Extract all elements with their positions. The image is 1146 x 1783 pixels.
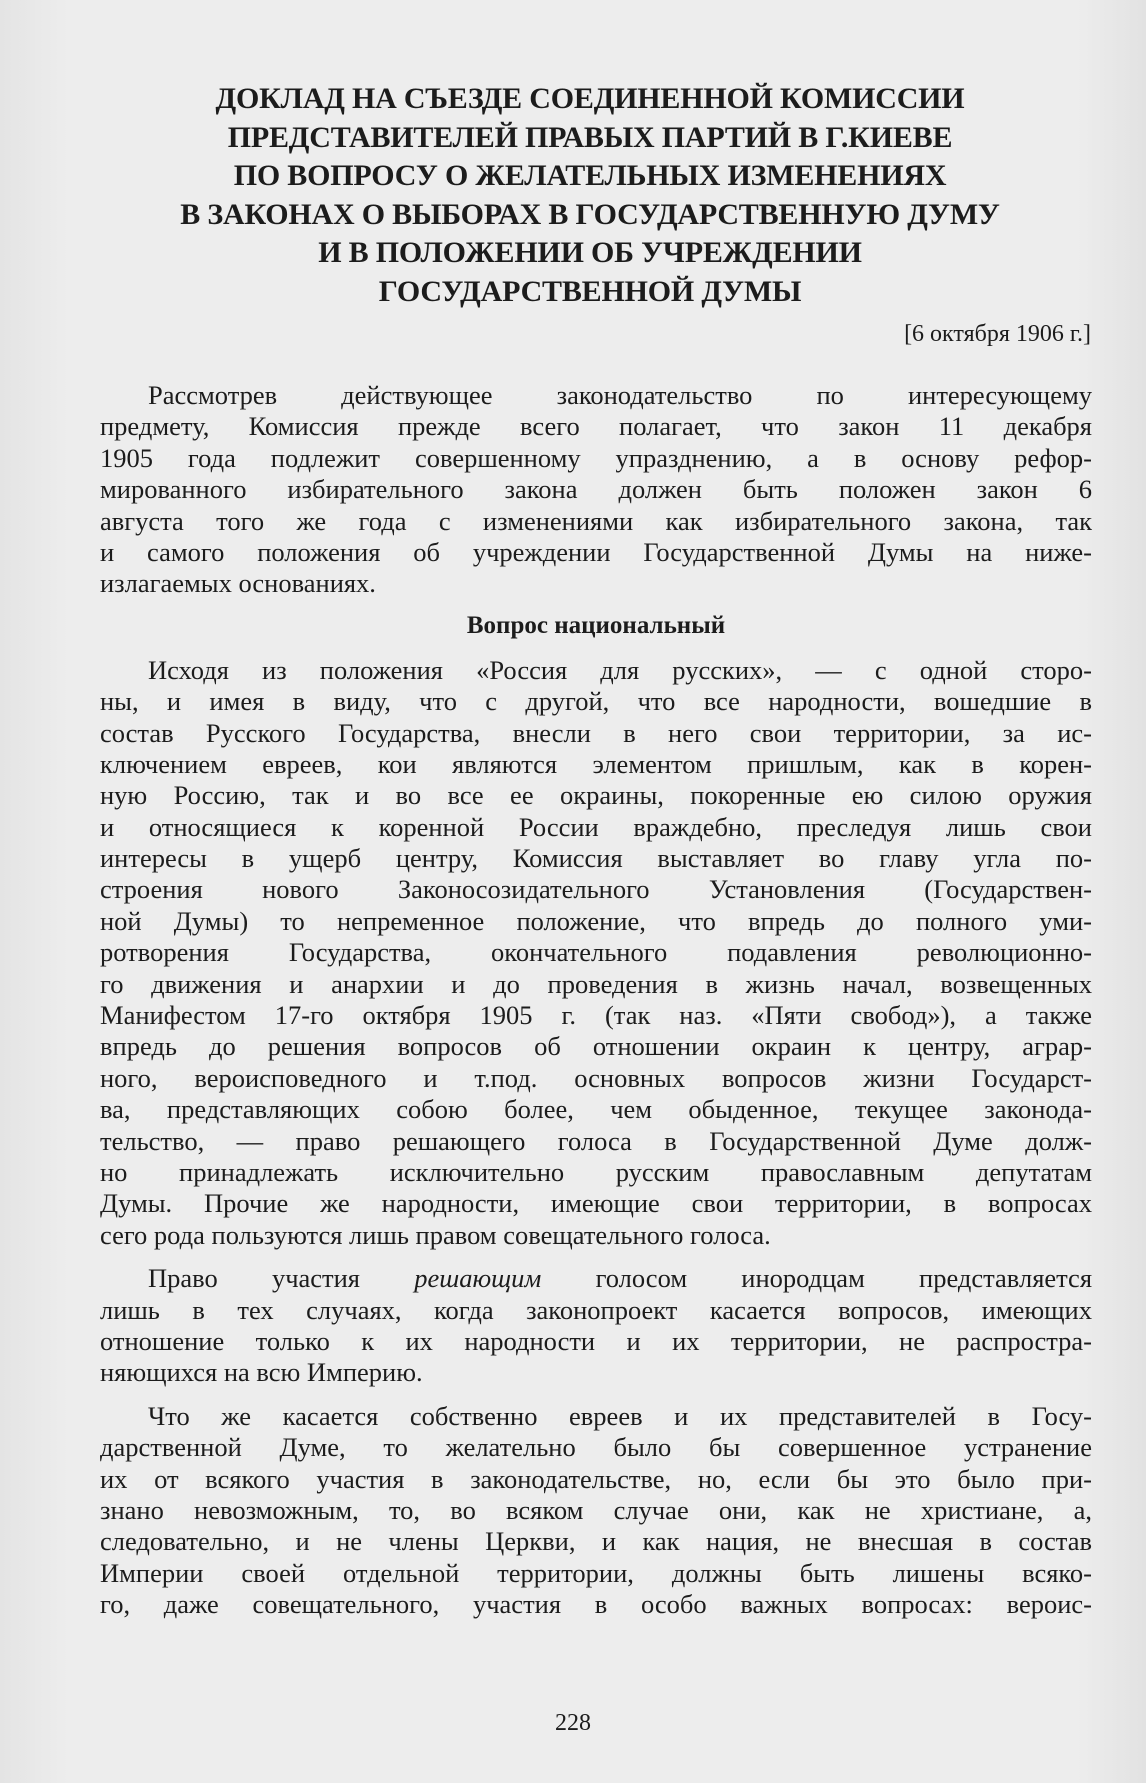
title-line: И В ПОЛОЖЕНИИ ОБ УЧРЕЖДЕНИИ bbox=[318, 236, 862, 269]
text-line: лишь в тех случаях, когда законопроект касается вопросов, имеющих bbox=[100, 1294, 1092, 1325]
title-line: ГОСУДАРСТВЕННОЙ ДУМЫ bbox=[378, 274, 802, 308]
text-line: сего рода пользуются лишь правом совещательного голоса. bbox=[100, 1219, 771, 1250]
text-fragment: голосом инородцам представляется bbox=[595, 1263, 1093, 1294]
text-line: ротворения Государства, окончательного подавления революционно- bbox=[100, 937, 1092, 968]
title-line: ДОКЛАД НА СЪЕЗДЕ СОЕДИНЕННОЙ КОМИССИИ bbox=[215, 82, 965, 115]
text-line: Империи своей отдельной территории, должны быть лишены всяко- bbox=[100, 1557, 1092, 1588]
text-line: го движения и анархии и до проведения в жизнь начал, возвещенных bbox=[100, 968, 1092, 999]
text-line: 1905 года подлежит совершенному упразднению, а в основу рефор- bbox=[100, 442, 1092, 473]
paragraph-national-question bbox=[100, 655, 1092, 1251]
text-line: состав Русского Государства, внесли в него свои территории, за ис- bbox=[100, 717, 1092, 748]
text-line: ную Россию, так и во все ее окраины, покоренные ею силою оружия bbox=[100, 780, 1092, 811]
text-line: тельство, — право решающего голоса в Государственной Думе долж- bbox=[100, 1125, 1092, 1156]
page-number: 228 bbox=[555, 1710, 591, 1736]
text-line: но принадлежать исключительно русским православным депутатам bbox=[100, 1156, 1092, 1187]
text-line: Исходя из положения «Россия для русских», — с одной сторо- bbox=[148, 654, 1092, 685]
text-line: следовательно, и не члены Церкви, и как нация, не внесшая в состав bbox=[100, 1526, 1092, 1557]
document-title bbox=[100, 80, 1080, 311]
intro-paragraph bbox=[100, 380, 1092, 600]
document-date: [6 октября 1906 г.] bbox=[904, 321, 1091, 347]
text-line: их от всякого участия в законодательстве, но, если бы это было при- bbox=[100, 1463, 1092, 1494]
paragraph-deciding-vote bbox=[100, 1263, 1092, 1389]
text-line: впредь до решения вопросов об отношении окраин к центру, аграр- bbox=[100, 1031, 1092, 1062]
text-line: няющихся на всю Империю. bbox=[100, 1357, 423, 1388]
text-line bbox=[100, 1263, 1092, 1294]
emphasized-word: решающим bbox=[414, 1263, 542, 1294]
text-line: мированного избирательного закона должен быть положен закон 6 bbox=[100, 474, 1092, 505]
text-line: ного, вероисповедного и т.под. основных вопросов жизни Государст- bbox=[100, 1062, 1092, 1093]
text-line: ключением евреев, кои являются элементом пришлым, как в корен- bbox=[100, 748, 1092, 779]
text-line: го, даже совещательного, участия в особо важных вопросах: вероис- bbox=[100, 1589, 1092, 1620]
text-line: интересы в ущерб центру, Комиссия выставляет во главу угла по- bbox=[100, 843, 1092, 874]
section-heading: Вопрос национальный bbox=[466, 611, 726, 639]
text-line: Думы. Прочие же народности, имеющие свои территории, в вопросах bbox=[100, 1188, 1092, 1219]
text-line: и самого положения об учреждении Государственной Думы на ниже- bbox=[100, 536, 1092, 567]
text-line: предмету, Комиссия прежде всего полагает, что закон 11 декабря bbox=[100, 411, 1092, 442]
text-line: Манифестом 17-го октября 1905 г. (так наз. «Пяти свобод»), а также bbox=[100, 1000, 1092, 1031]
title-line: ПО ВОПРОСУ О ЖЕЛАТЕЛЬНЫХ ИЗМЕНЕНИЯХ bbox=[233, 159, 947, 192]
text-line: ной Думы) то непременное положение, что впредь до полного уми- bbox=[100, 905, 1092, 936]
text-line: строения нового Законосозидательного Установления (Государствен- bbox=[100, 874, 1092, 905]
text-line: ва, представляющих собою более, чем обыденное, текущее законода- bbox=[100, 1094, 1092, 1125]
paragraph-jews bbox=[100, 1401, 1092, 1621]
text-line: Рассмотрев действующее законодательство по интересующему bbox=[148, 380, 1092, 410]
document-body bbox=[100, 380, 1092, 1620]
text-fragment: Право участия bbox=[148, 1263, 360, 1294]
text-line: ны, и имея в виду, что с другой, что все народности, вошедшие в bbox=[100, 686, 1092, 717]
text-line: Что же касается собственно евреев и их представителей в Госу- bbox=[148, 1400, 1092, 1431]
text-line: августа того же года с изменениями как избирательного закона, так bbox=[100, 505, 1092, 536]
text-line: излагаемых основаниях. bbox=[100, 568, 376, 599]
text-line: дарственной Думе, то желательно было бы совершенное устранение bbox=[100, 1432, 1092, 1463]
title-line: ПРЕДСТАВИТЕЛЕЙ ПРАВЫХ ПАРТИЙ В Г.КИЕВЕ bbox=[227, 120, 953, 154]
text-line: отношение только к их народности и их территории, не распростра- bbox=[100, 1325, 1092, 1356]
text-line: знано невозможным, то, во всяком случае они, как не христиане, а, bbox=[100, 1494, 1092, 1525]
text-line: и относящиеся к коренной России враждебно, преследуя лишь свои bbox=[100, 811, 1092, 842]
title-line: В ЗАКОНАХ О ВЫБОРАХ В ГОСУДАРСТВЕННУЮ ДУМУ bbox=[180, 197, 1000, 231]
